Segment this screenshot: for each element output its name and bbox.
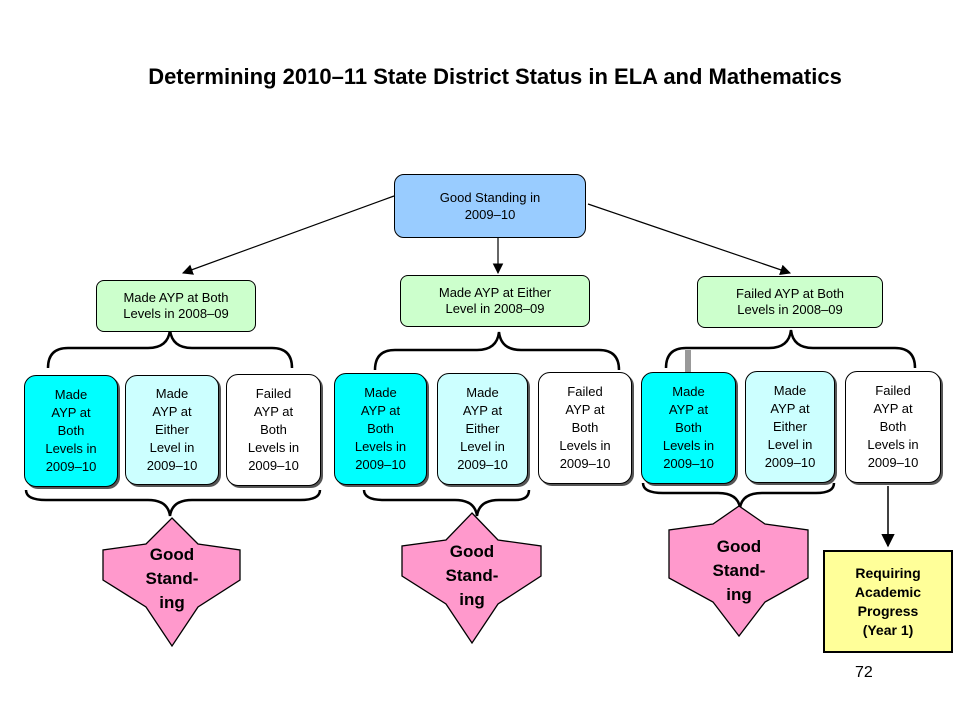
leaf-left-both: Made AYP at Both Levels in 2009–10 <box>24 375 118 487</box>
root-node: Good Standing in 2009–10 <box>394 174 586 238</box>
leaf-middle-either: Made AYP at Either Level in 2009–10 <box>437 373 528 485</box>
final-outcome: Requiring Academic Progress (Year 1) <box>823 550 953 653</box>
leaf-right-either: Made AYP at Either Level in 2009–10 <box>745 371 835 483</box>
brace-bottom-right <box>643 483 834 508</box>
leaf-right-failed: Failed AYP at Both Levels in 2009–10 <box>845 371 941 483</box>
outcome-left: Good Stand- ing <box>145 545 199 612</box>
leaf-left-either: Made AYP at Either Level in 2009–10 <box>125 375 219 485</box>
page-number: 72 <box>855 664 873 681</box>
brace-top-left <box>48 330 292 368</box>
outcome-middle: Good Stand- ing <box>445 542 499 609</box>
branch-node-left: Made AYP at Both Levels in 2008–09 <box>96 280 256 332</box>
brace-bottom-left <box>26 490 320 516</box>
page-title: Determining 2010–11 State District Status in ELA and Mathematics <box>148 64 842 89</box>
leaf-middle-both: Made AYP at Both Levels in 2009–10 <box>334 373 427 485</box>
brace-top-middle <box>375 332 619 370</box>
brace-top-right <box>666 330 915 368</box>
arrow-root-to-right <box>588 204 790 273</box>
arrow-root-to-left <box>183 196 394 273</box>
leaf-left-failed: Failed AYP at Both Levels in 2009–10 <box>226 374 321 486</box>
leaf-middle-failed: Failed AYP at Both Levels in 2009–10 <box>538 372 632 484</box>
leaf-right-both: Made AYP at Both Levels in 2009–10 <box>641 372 736 484</box>
gray-marker <box>685 350 691 374</box>
branch-node-right: Failed AYP at Both Levels in 2008–09 <box>697 276 883 328</box>
outcome-right: Good Stand- ing <box>712 537 766 604</box>
brace-bottom-middle <box>364 490 529 516</box>
branch-node-middle: Made AYP at Either Level in 2008–09 <box>400 275 590 327</box>
